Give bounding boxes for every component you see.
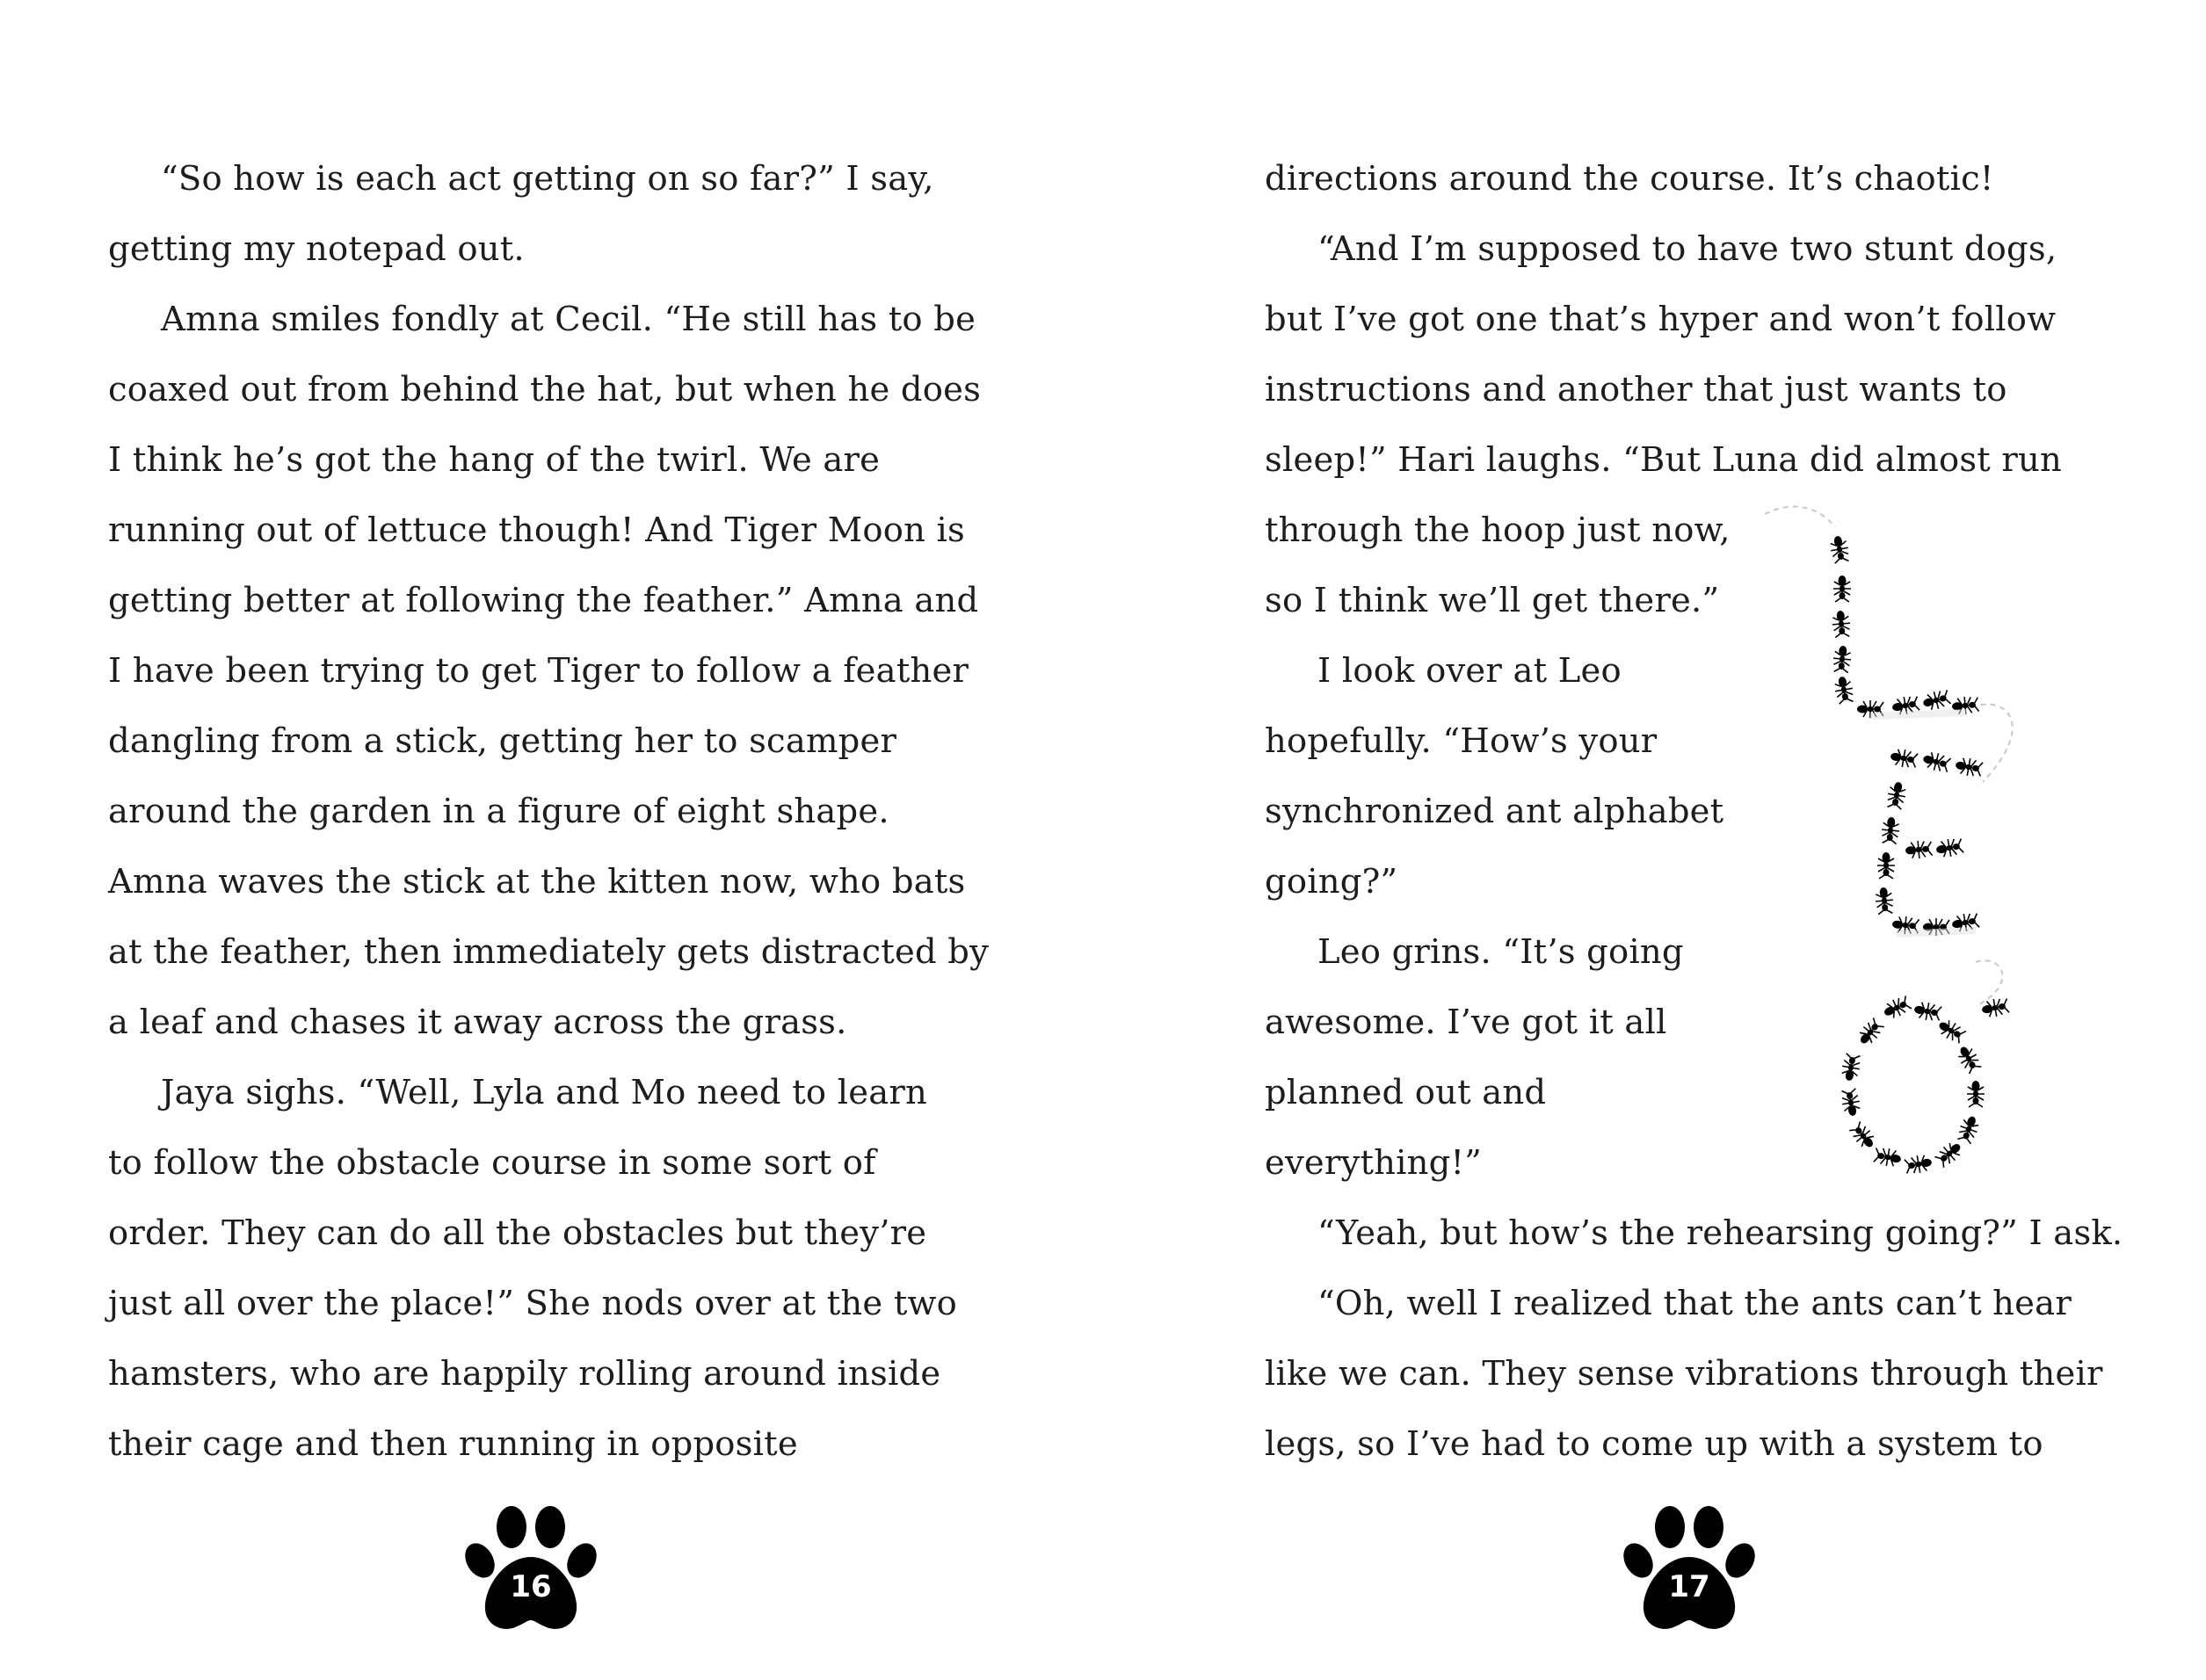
- text-line: instructions and another that just wants to: [1265, 370, 2007, 409]
- text-line: going?”: [1265, 862, 1398, 902]
- left-page-text: [108, 144, 990, 1480]
- text-line: a leaf and chases it away across the grass.: [108, 1003, 847, 1042]
- text-line: “And I’m supposed to have two stunt dogs,: [1317, 229, 2057, 269]
- text-line: but I’ve got one that’s hyper and won’t follow: [1265, 300, 2057, 339]
- text-line: like we can. They sense vibrations through their: [1265, 1354, 2103, 1394]
- paw-print-icon: [1619, 1503, 1760, 1634]
- text-line: I have been trying to get Tiger to follow a feather: [108, 651, 969, 691]
- text-line: their cage and then running in opposite: [108, 1424, 798, 1464]
- text-line: Amna smiles fondly at Cecil. “He still has to be: [161, 300, 976, 339]
- text-line: getting my notepad out.: [108, 229, 525, 269]
- text-line: at the feather, then immediately gets distracted by: [108, 932, 990, 972]
- text-line: planned out and: [1265, 1073, 1547, 1112]
- ant-illustration-icon: [1765, 505, 2187, 1199]
- text-line: coaxed out from behind the hat, but when he does: [108, 370, 982, 409]
- text-line: running out of lettuce though! And Tiger Moon is: [108, 511, 965, 550]
- page-number: 16: [510, 1569, 552, 1604]
- text-line: around the garden in a figure of eight shape.: [108, 792, 889, 831]
- text-line: “So how is each act getting on so far?” I say,: [161, 159, 934, 199]
- text-line: Leo grins. “It’s going: [1317, 932, 1684, 972]
- text-line: awesome. I’ve got it all: [1265, 1003, 1667, 1042]
- text-line: Amna waves the stick at the kitten now, who bats: [108, 862, 966, 902]
- text-line: directions around the course. It’s chaotic!: [1265, 159, 1994, 199]
- text-line: getting better at following the feather.” Amna and: [108, 581, 979, 620]
- page-number-paw: [461, 1503, 601, 1634]
- text-line: I look over at Leo: [1317, 651, 1622, 691]
- text-line: “Oh, well I realized that the ants can’t hear: [1317, 1284, 2072, 1323]
- text-line: just all over the place!” She nods over at the two: [108, 1284, 958, 1323]
- text-line: dangling from a stick, getting her to scamper: [108, 721, 897, 761]
- text-line: hamsters, who are happily rolling around inside: [108, 1354, 941, 1394]
- text-line: everything!”: [1265, 1143, 1483, 1183]
- page-number: 17: [1668, 1569, 1710, 1604]
- text-line: synchronized ant alphabet: [1265, 792, 1724, 831]
- ant-letters-illustration: [1765, 505, 2206, 1199]
- text-line: “Yeah, but how’s the rehearsing going?” I ask.: [1317, 1213, 2123, 1253]
- page-number-paw: [1619, 1503, 1760, 1634]
- text-line: Jaya sighs. “Well, Lyla and Mo need to learn: [161, 1073, 927, 1112]
- text-line: sleep!” Hari laughs. “But Luna did almost run: [1265, 440, 2062, 480]
- text-line: through the hoop just now,: [1265, 511, 1731, 550]
- text-line: so I think we’ll get there.”: [1265, 581, 1720, 620]
- text-line: to follow the obstacle course in some sort of: [108, 1143, 876, 1183]
- right-page: [1103, 0, 2206, 1680]
- text-line: hopefully. “How’s your: [1265, 721, 1658, 761]
- text-line: order. They can do all the obstacles but they’re: [108, 1213, 927, 1253]
- text-line: legs, so I’ve had to come up with a system to: [1265, 1424, 2043, 1464]
- text-line: I think he’s got the hang of the twirl. We are: [108, 440, 881, 480]
- paw-print-icon: [461, 1503, 601, 1634]
